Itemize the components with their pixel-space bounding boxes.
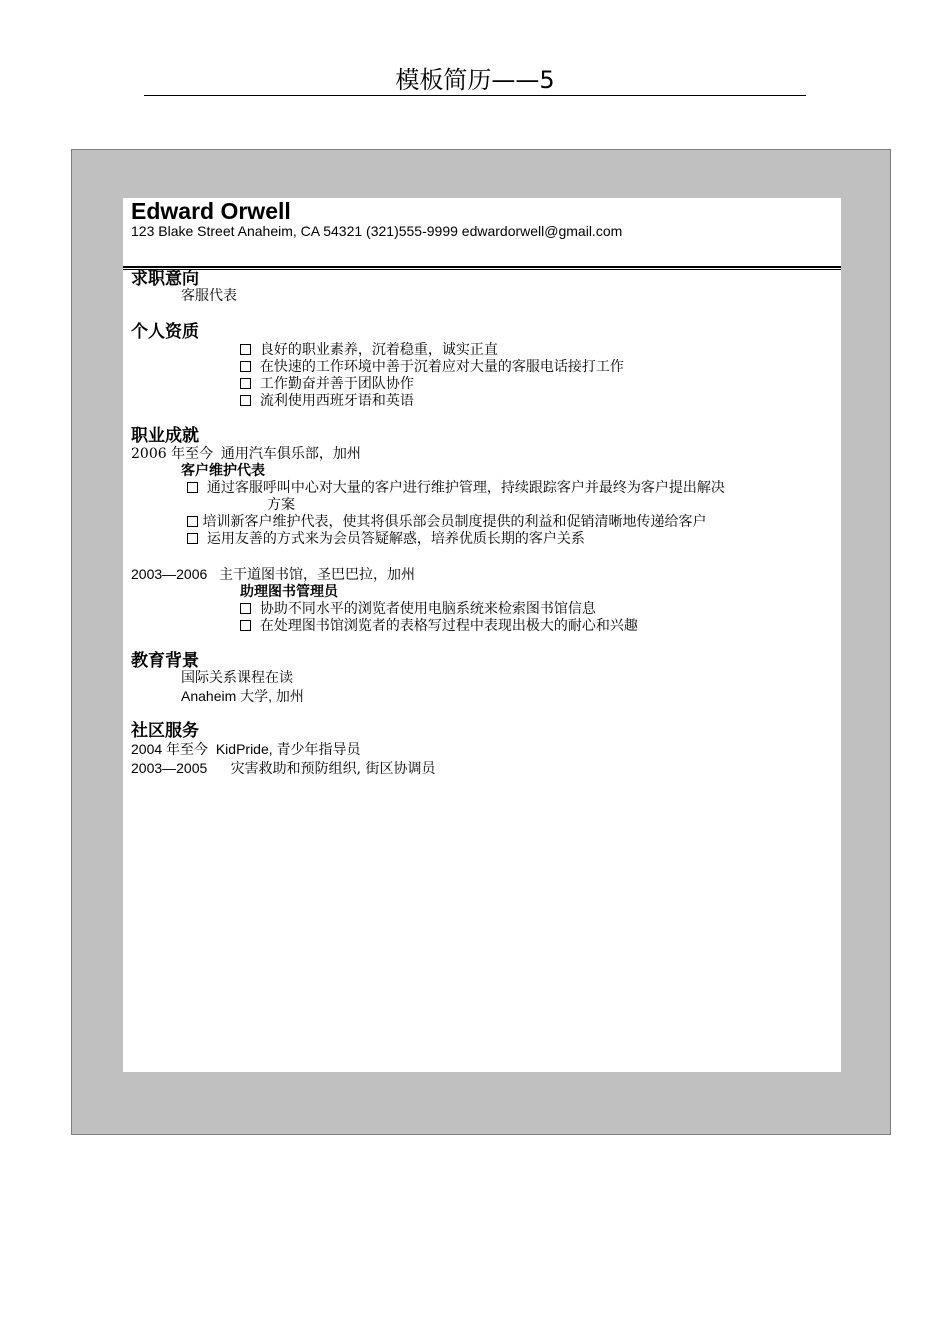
education-line: 国际关系课程在读 — [181, 670, 293, 686]
list-item: 协助不同水平的浏览者使用电脑系统来检索图书馆信息 — [240, 601, 596, 618]
checkbox-icon — [240, 620, 251, 631]
job-header — [131, 566, 415, 584]
job-period: 2006 年至今 — [131, 446, 214, 462]
job-org: 通用汽车俱乐部，加州 — [220, 446, 361, 462]
list-item: 流利使用西班牙语和英语 — [240, 393, 414, 410]
header-rule-thin — [123, 269, 841, 270]
achievements-heading: 职业成就 — [131, 426, 199, 446]
list-item: 良好的职业素养，沉着稳重，诚实正直 — [240, 342, 498, 359]
education-line: Anaheim 大学, 加州 — [181, 688, 304, 704]
community-period: 2004 年至今 — [131, 741, 209, 757]
list-item: 在快速的工作环境中善于沉着应对大量的客服电话接打工作 — [240, 359, 624, 376]
community-heading: 社区服务 — [131, 721, 199, 741]
job-period: 2003—2006 — [131, 566, 208, 582]
checkbox-icon — [187, 482, 198, 493]
title-underline — [144, 95, 806, 96]
qualifications-heading: 个人资质 — [131, 322, 199, 342]
list-item: 通过客服呼叫中心对大量的客户进行维护管理，持续跟踪客户并最终为客户提出解决 — [187, 480, 725, 497]
job-org: 主干道图书馆，圣巴巴拉，加州 — [218, 567, 415, 583]
checkbox-icon — [240, 603, 251, 614]
job-header — [131, 445, 361, 463]
checkbox-icon — [240, 378, 251, 389]
list-item: 工作勤奋并善于团队协作 — [240, 376, 414, 393]
list-item-continuation: 方案 — [267, 497, 295, 513]
job-role: 客户维护代表 — [181, 463, 265, 479]
checkbox-icon — [187, 533, 198, 544]
community-period: 2003—2005 — [131, 760, 208, 776]
checkbox-icon — [187, 516, 198, 527]
resume-sheet — [123, 198, 841, 1072]
checkbox-icon — [240, 361, 251, 372]
list-item: 运用友善的方式来为会员答疑解惑，培养优质长期的客户关系 — [187, 531, 585, 548]
candidate-name: Edward Orwell — [131, 198, 291, 224]
document-title: 模板简历——5 — [395, 66, 555, 94]
objective-text: 客服代表 — [181, 288, 237, 304]
community-entry — [131, 760, 436, 778]
list-item: 在处理图书馆浏览者的表格写过程中表现出极大的耐心和兴趣 — [240, 618, 638, 635]
objective-heading: 求职意向 — [131, 269, 199, 289]
education-heading: 教育背景 — [131, 651, 199, 671]
contact-info: 123 Blake Street Anaheim, CA 54321 (321)555-9999 edwardorwell@gmail.com — [131, 223, 623, 239]
community-entry — [131, 741, 361, 758]
checkbox-icon — [240, 395, 251, 406]
community-text: 灾害救助和预防组织, 街区协调员 — [230, 761, 436, 777]
header-rule-thick — [123, 266, 841, 268]
community-text: KidPride, 青少年指导员 — [215, 741, 361, 757]
job-role: 助理图书管理员 — [240, 584, 338, 600]
checkbox-icon — [240, 344, 251, 355]
list-item: 培训新客户维护代表，使其将俱乐部会员制度提供的利益和促销清晰地传递给客户 — [187, 514, 706, 531]
